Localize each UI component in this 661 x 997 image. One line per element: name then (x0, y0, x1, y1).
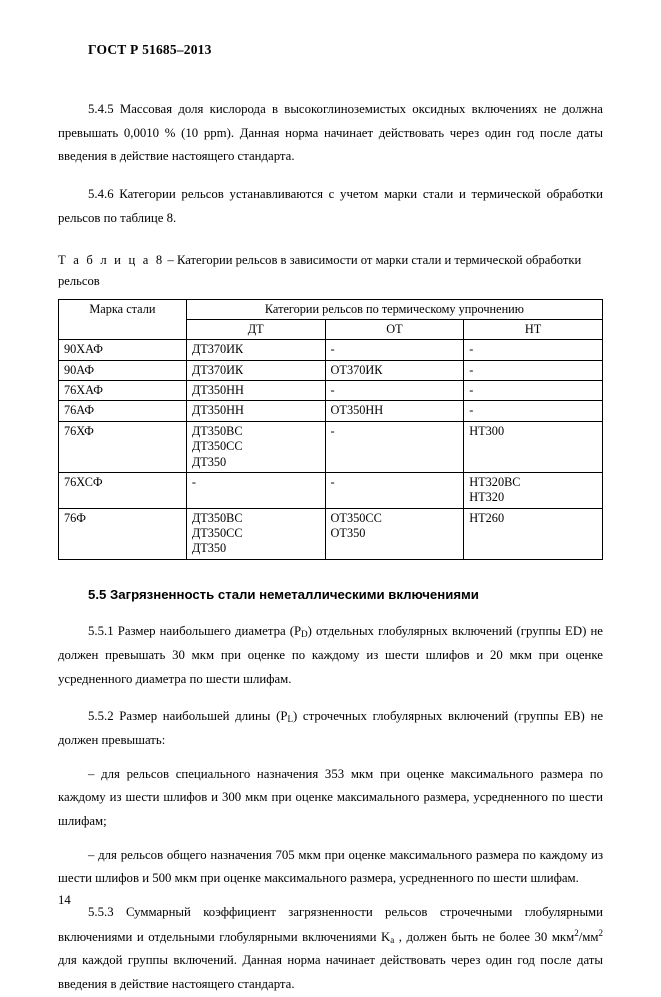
table-header-group: Категории рельсов по термическому упрочнению (186, 299, 602, 319)
table-cell-dt: ДТ370ИК (186, 340, 325, 360)
table-row (59, 340, 603, 360)
table-cell-dt: ДТ350ВС ДТ350СС ДТ350 (186, 508, 325, 559)
paragraph-5-5-2-dash-2: – для рельсов общего назначения 705 мкм при оценке максимального размера по каждому из шести шлифов и 500 мкм при оценке максимального размера, усредненного по шести шлифам. (58, 847, 603, 886)
table-header-row-1 (59, 299, 603, 319)
table-caption (58, 250, 603, 290)
table-cell-ot: - (325, 340, 464, 360)
table-cell-mark: 76АФ (59, 401, 187, 421)
table-header-mark: Марка стали (59, 299, 187, 340)
table-header-nt: НТ (464, 320, 603, 340)
section-title: Загрязненность стали неметаллическими включениями (110, 586, 479, 602)
table-cell-dt: ДТ350ВС ДТ350СС ДТ350 (186, 421, 325, 472)
table-cell-mark: 90АФ (59, 360, 187, 380)
paragraph-5-5-2-pre: 5.5.2 Размер наибольшей длины (P (88, 709, 288, 724)
paragraph-5-5-3-mid: , должен быть не более 30 мкм (394, 929, 575, 944)
table-cell-mark: 76ХАФ (59, 381, 187, 401)
section-number: 5.5 (88, 586, 107, 602)
paragraph-5-5-2-dash-1: – для рельсов специального назначения 353 мкм при оценке максимального размера по каждому из шести шлифов и 300 мкм при оценке максимального размера, усредненного по шести шлифам; (58, 766, 603, 828)
table-header-ot: ОТ (325, 320, 464, 340)
paragraph-5-5-3-mid2: /мм (578, 929, 599, 944)
table-cell-nt: НТ300 (464, 421, 603, 472)
paragraph-5-5-3-pre: 5.5.3 Суммарный коэффициент загрязненности рельсов строчечными глобулярными включениями и отдельными глобулярными включениями K (58, 904, 603, 944)
page-number: 14 (58, 893, 71, 907)
rail-categories-table (58, 299, 603, 560)
table-cell-nt: НТ260 (464, 508, 603, 559)
table-cell-dt: ДТ350НН (186, 401, 325, 421)
table-cell-ot: ОТ350СС ОТ350 (325, 508, 464, 559)
paragraph-5-5-1-post: ) отдельных глобулярных включений (группы ED) не должен превышать 30 мкм при оценке по каждому из шести шлифов и 20 мкм при оценке усредненного диаметра по шести шлифам. (58, 624, 603, 686)
section-heading-5-5 (88, 586, 603, 604)
table-row (59, 421, 603, 472)
table-cell-nt: - (464, 381, 603, 401)
paragraph-5-5-3 (58, 901, 603, 997)
table-cell-ot: ОТ370ИК (325, 360, 464, 380)
paragraph-5-5-2 (58, 705, 603, 752)
table-cell-nt: НТ320ВС НТ320 (464, 472, 603, 508)
page-header: ГОСТ Р 51685–2013 (88, 42, 212, 57)
table-caption-text: – Категории рельсов в зависимости от марки стали и термической обработки рельсов (58, 253, 582, 288)
paragraph-5-5-3-sub: а (390, 934, 395, 945)
table-cell-ot: ОТ350НН (325, 401, 464, 421)
paragraph-5-5-1-pre: 5.5.1 Размер наибольшего диаметра (P (88, 624, 302, 639)
paragraph-5-5-1-sub: D (301, 629, 308, 640)
table-row (59, 381, 603, 401)
paragraph-5-5-3-sup2: 2 (598, 927, 603, 938)
paragraph-5-5-1 (58, 620, 603, 691)
table-cell-mark: 90ХАФ (59, 340, 187, 360)
paragraph-5-5-2-sub: L (287, 714, 293, 725)
table-cell-ot: - (325, 472, 464, 508)
table-caption-label: Т а б л и ц а 8 (58, 253, 165, 268)
table-cell-nt: - (464, 360, 603, 380)
table-cell-dt: ДТ350НН (186, 381, 325, 401)
table-row (59, 360, 603, 380)
paragraph-5-5-3-post: для каждой группы включений. Данная норма начинает действовать через один год после даты введения в действие настоящего стандарта. (58, 953, 603, 991)
table-row (59, 472, 603, 508)
table-cell-nt: - (464, 340, 603, 360)
table-cell-ot: - (325, 381, 464, 401)
paragraph-5-4-5: 5.4.5 Массовая доля кислорода в высокоглиноземистых оксидных включениях не должна превышать 0,0010 % (10 ppm). Данная норма начинает действовать через один год после даты введения в действие настоящего стандарта. (58, 102, 603, 164)
table-cell-dt: - (186, 472, 325, 508)
table-body (59, 340, 603, 559)
table-row (59, 508, 603, 559)
table-header-dt: ДТ (186, 320, 325, 340)
paragraph-5-4-6: 5.4.6 Категории рельсов устанавливаются с учетом марки стали и термической обработки рельсов по таблице 8. (58, 187, 603, 225)
table-cell-dt: ДТ370ИК (186, 360, 325, 380)
table-cell-nt: - (464, 401, 603, 421)
document-body (58, 98, 603, 997)
table-cell-ot: - (325, 421, 464, 472)
paragraph-5-5-3-sup: 2 (574, 927, 579, 938)
paragraph-5-5-2-post: ) строчечных глобулярных включений (группы ЕВ) не должен превышать: (58, 709, 604, 747)
table-cell-mark: 76Ф (59, 508, 187, 559)
table-row (59, 401, 603, 421)
table-cell-mark: 76ХФ (59, 421, 187, 472)
table-cell-mark: 76ХСФ (59, 472, 187, 508)
